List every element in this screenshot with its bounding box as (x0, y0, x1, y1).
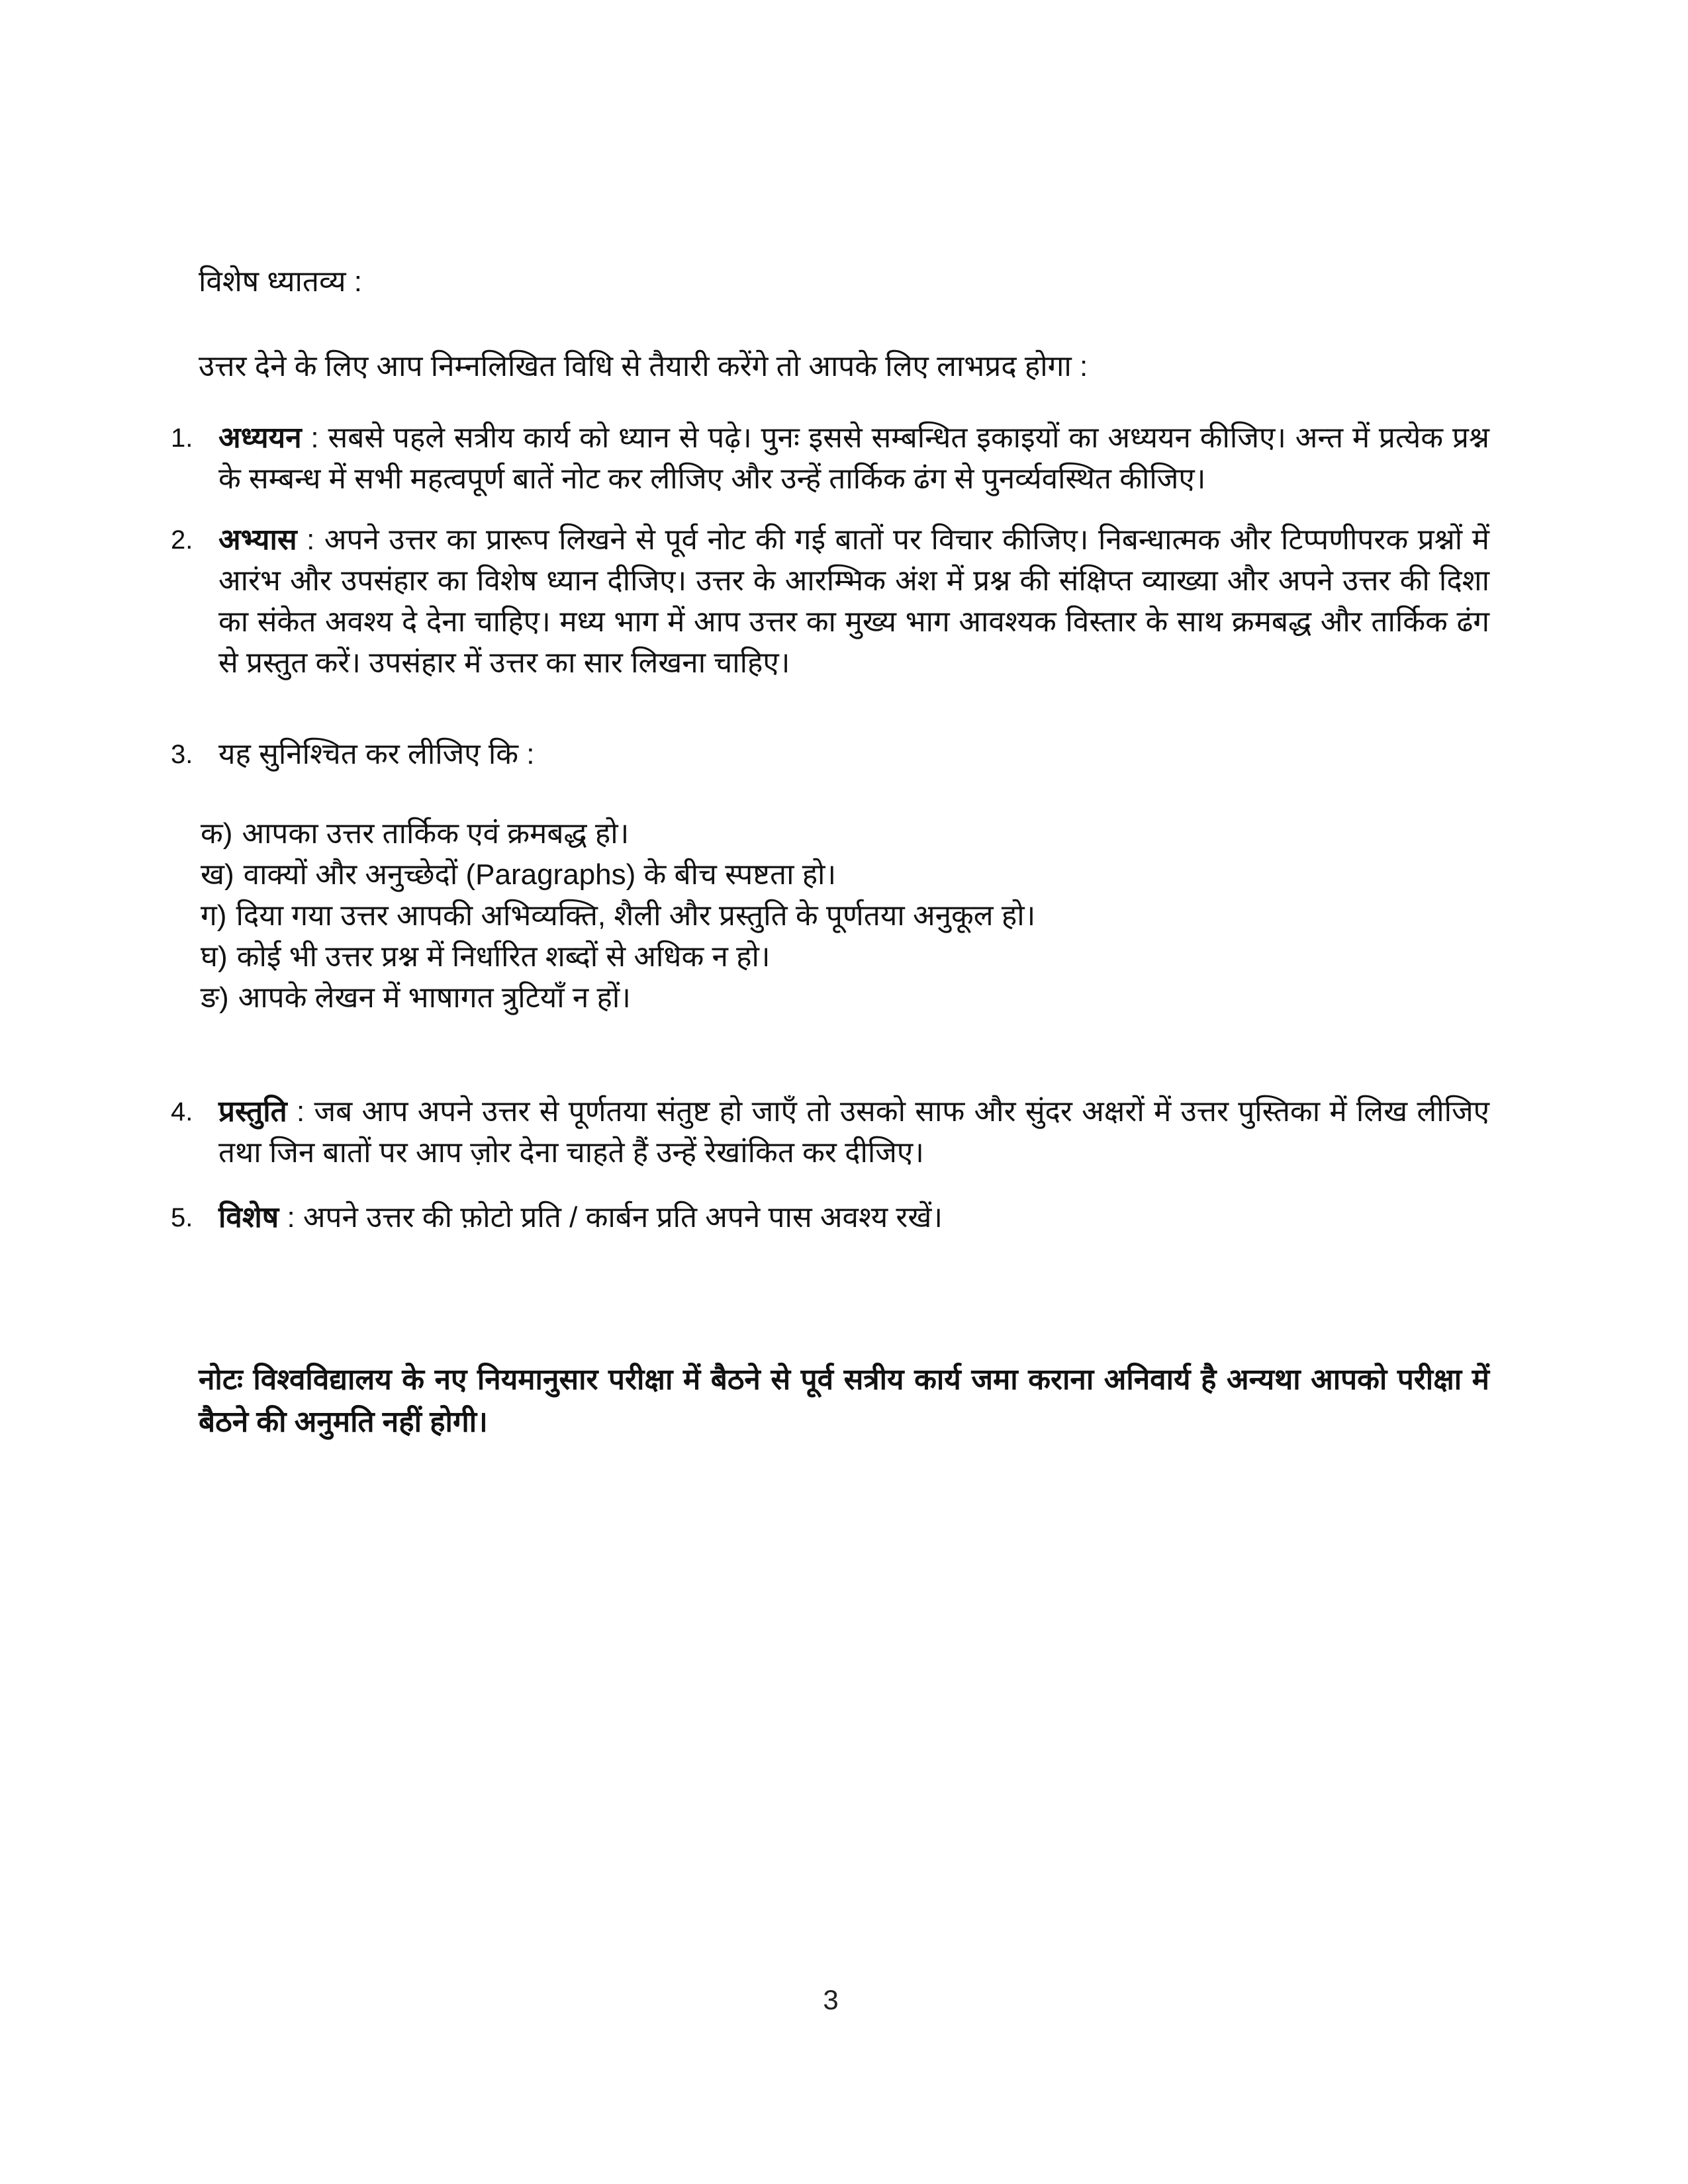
checklist-text-kha: वाक्यों और अनुच्छेदों (Paragraphs) के बीच स्पष्टता हो। (243, 858, 837, 891)
item-1-text (218, 418, 1489, 500)
item-1-label: अध्ययन (218, 422, 302, 454)
item-1-body: सबसे पहले सत्रीय कार्य को ध्यान से पढ़े। पुनः इससे सम्बन्धित इकाइयों का अध्ययन कीजिए। अन्त में प्रत्येक प्रश्न के सम्बन्ध में सभी महत्वपूर्ण बातें नोट कर लीजिए और उन्हें तार्किक ढंग से पुनर्व्यवस्थित कीजिए। (218, 422, 1489, 495)
list-item-3 (171, 734, 1489, 775)
checklist-text-ga: दिया गया उत्तर आपकी अभिव्यक्ति, शैली और प्रस्तुति के पूर्णतया अनुकूल हो। (236, 899, 1036, 932)
item-4-body: जब आप अपने उत्तर से पूर्णतया संतुष्ट हो जाएँ तो उसको साफ और सुंदर अक्षरों में उत्तर पुस्तिका में लिख लीजिए तथा जिन बातों पर आप ज़ोर देना चाहते हैं उन्हें रेखांकित कर दीजिए। (218, 1095, 1489, 1169)
list-item-4 (171, 1091, 1489, 1173)
item-1-number: 1. (171, 424, 193, 453)
checklist-marker-ka: क) (201, 817, 233, 850)
item-4-sep: : (287, 1095, 314, 1128)
checklist-text-ka: आपका उत्तर तार्किक एवं क्रमबद्ध हो। (242, 817, 630, 850)
list-item-1 (171, 418, 1489, 500)
checklist-marker-nga: ङ) (201, 981, 229, 1014)
checklist-item-ka (201, 813, 1489, 854)
item-5-body: अपने उत्तर की फ़ोटो प्रति / कार्बन प्रति अपने पास अवश्य रखें। (303, 1201, 943, 1234)
item-5-text (218, 1197, 1489, 1238)
checklist-item-gha (201, 936, 1489, 978)
item-5-label: विशेष (218, 1201, 279, 1234)
checklist (201, 813, 1489, 1019)
university-note: नोटः विश्वविद्यालय के नए नियमानुसार परीक्षा में बैठने से पूर्व सत्रीय कार्य जमा कराना अनिवार्य है अन्यथा आपको परीक्षा में बैठने की अनुमति नहीं होगी। (199, 1363, 1489, 1438)
page-number: 3 (823, 1984, 839, 2015)
item-2-label: अभ्यास (218, 523, 297, 556)
item-2-sep: : (297, 523, 324, 556)
checklist-item-nga (201, 978, 1489, 1019)
item-3-number: 3. (171, 740, 193, 769)
checklist-marker-ga: ग) (201, 899, 227, 932)
item-2-body: अपने उत्तर का प्रारूप लिखने से पूर्व नोट की गई बातों पर विचार कीजिए। निबन्धात्मक और टिप्पणीपरक प्रश्नों में आरंभ और उपसंहार का विशेष ध्यान दीजिए। उत्तर के आरम्भिक अंश में प्रश्न की संक्षिप्त व्याख्या और अपने उत्तर की दिशा का संकेत अवश्य दे देना चाहिए। मध्य भाग में आप उत्तर का मुख्य भाग आवश्यक विस्तार के साथ क्रमबद्ध और तार्किक ढंग से प्रस्तुत करें। उपसंहार में उत्तर का सार लिखना चाहिए। (218, 523, 1489, 679)
checklist-item-ga (201, 895, 1489, 936)
checklist-text-nga: आपके लेखन में भाषागत त्रुटियाँ न हों। (238, 981, 631, 1014)
item-4-text (218, 1091, 1489, 1173)
item-4-number: 4. (171, 1097, 193, 1126)
checklist-item-kha (201, 854, 1489, 895)
intro-line: उत्तर देने के लिए आप निम्नलिखित विधि से तैयारी करेंगे तो आपके लिए लाभप्रद होगा : (199, 350, 1088, 383)
item-3-body: यह सुनिश्चित कर लीजिए कि : (218, 738, 535, 770)
checklist-marker-kha: ख) (201, 858, 234, 891)
item-2-number: 2. (171, 525, 193, 555)
item-5-number: 5. (171, 1203, 193, 1232)
checklist-marker-gha: घ) (201, 940, 228, 973)
item-5-sep: : (279, 1201, 303, 1234)
item-3-text (218, 734, 1489, 775)
list-item-2 (171, 520, 1489, 684)
checklist-text-gha: कोई भी उत्तर प्रश्न में निर्धारित शब्दों से अधिक न हो। (236, 940, 771, 973)
item-4-label: प्रस्तुति (218, 1095, 287, 1128)
item-2-text (218, 520, 1489, 684)
list-item-5 (171, 1197, 1489, 1238)
page-content (171, 0, 1489, 1443)
item-1-sep: : (301, 422, 328, 454)
section-heading: विशेष ध्यातव्य : (199, 265, 362, 298)
